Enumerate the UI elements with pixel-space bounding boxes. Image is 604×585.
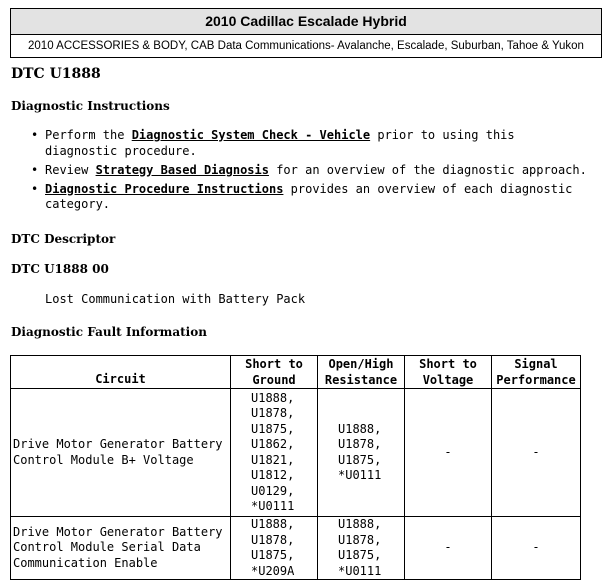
- circuit-cell: Drive Motor Generator Battery Control Module Serial Data Communication Enable: [11, 517, 231, 580]
- dtc-code-entry: U1875,: [251, 421, 295, 436]
- instruction-text: Review: [45, 162, 96, 177]
- dtc-code-entry: U1875,: [338, 452, 382, 467]
- signal-performance-cell: -: [492, 517, 581, 580]
- strategy-based-diagnosis-link[interactable]: Strategy Based Diagnosis: [95, 162, 269, 177]
- column-header-short-to-ground: Short to Ground: [231, 356, 318, 389]
- dtc-code-entry: U1878,: [338, 532, 382, 547]
- instruction-item: [28, 163, 588, 179]
- dtc-code: DTC U1888 00: [11, 262, 109, 276]
- table-header-row: [11, 356, 581, 389]
- column-header-circuit: Circuit: [11, 356, 231, 389]
- dtc-code-entry: U0129,: [251, 483, 295, 498]
- dtc-code-entry: U1878,: [251, 406, 295, 420]
- dtc-code-entry: U1888,: [338, 421, 382, 436]
- dtc-code-entry: *U209A: [251, 563, 295, 578]
- instruction-text: provides an overview of each diagnostic category.: [45, 181, 573, 211]
- dtc-description: Lost Communication with Battery Pack: [45, 292, 306, 306]
- dtc-code-entry: U1878,: [338, 437, 382, 451]
- instruction-text: Perform the: [45, 128, 132, 142]
- vehicle-title: 2010 Cadillac Escalade Hybrid: [11, 9, 601, 35]
- open-high-resistance-cell: [318, 389, 405, 517]
- diagnostic-instructions-list: [28, 128, 588, 216]
- column-header-open-high-resistance: Open/High Resistance: [318, 356, 405, 389]
- short-to-voltage-cell: -: [405, 389, 492, 517]
- column-header-short-to-voltage: Short to Voltage: [405, 356, 492, 389]
- dtc-code-entry: U1878,: [251, 532, 295, 547]
- dtc-code-entry: U1862,: [251, 437, 295, 451]
- dtc-code-entry: U1812,: [251, 468, 295, 482]
- dtc-code-entry: U1888,: [251, 517, 295, 531]
- short-to-voltage-cell: -: [405, 517, 492, 580]
- dtc-title: DTC U1888: [11, 66, 101, 82]
- instruction-text: prior to using this diagnostic procedure.: [45, 128, 515, 158]
- instruction-item: [28, 182, 588, 213]
- dtc-code-entry: *U0111: [338, 468, 382, 482]
- short-to-ground-cell: [231, 517, 318, 580]
- dtc-code-entry: U1821,: [251, 452, 295, 467]
- column-header-signal-performance: Signal Performance: [492, 356, 581, 389]
- open-high-resistance-cell: [318, 517, 405, 580]
- dtc-code-entry: U1875,: [338, 548, 382, 562]
- diagnostic-procedure-instructions-link[interactable]: Diagnostic Procedure Instructions: [45, 181, 284, 196]
- dtc-code-entry: *U0111: [338, 563, 382, 578]
- table-row: [11, 517, 581, 580]
- section-subtitle: 2010 ACCESSORIES & BODY, CAB Data Communications- Avalanche, Escalade, Suburban, Tahoe & Yukon: [28, 40, 584, 52]
- signal-performance-cell: -: [492, 389, 581, 517]
- diagnostic-fault-information-heading: Diagnostic Fault Information: [11, 325, 207, 339]
- dtc-code-entry: U1888,: [338, 517, 382, 531]
- short-to-ground-cell: [231, 389, 318, 517]
- diagnostic-system-check-link[interactable]: Diagnostic System Check - Vehicle: [131, 128, 371, 142]
- dtc-code-entry: *U0111: [251, 499, 295, 513]
- dtc-code-entry: U1888,: [251, 390, 295, 405]
- dtc-code-entry: U1875,: [251, 548, 295, 562]
- dtc-descriptor-heading: DTC Descriptor: [11, 232, 116, 246]
- diagnostic-instructions-heading: Diagnostic Instructions: [11, 99, 170, 113]
- instruction-text: for an overview of the diagnostic approach.: [268, 162, 587, 177]
- document-header: [10, 8, 602, 58]
- table-row: [11, 389, 581, 517]
- circuit-cell: Drive Motor Generator Battery Control Module B+ Voltage: [11, 389, 231, 517]
- fault-information-table: [10, 355, 581, 580]
- instruction-item: [28, 128, 588, 159]
